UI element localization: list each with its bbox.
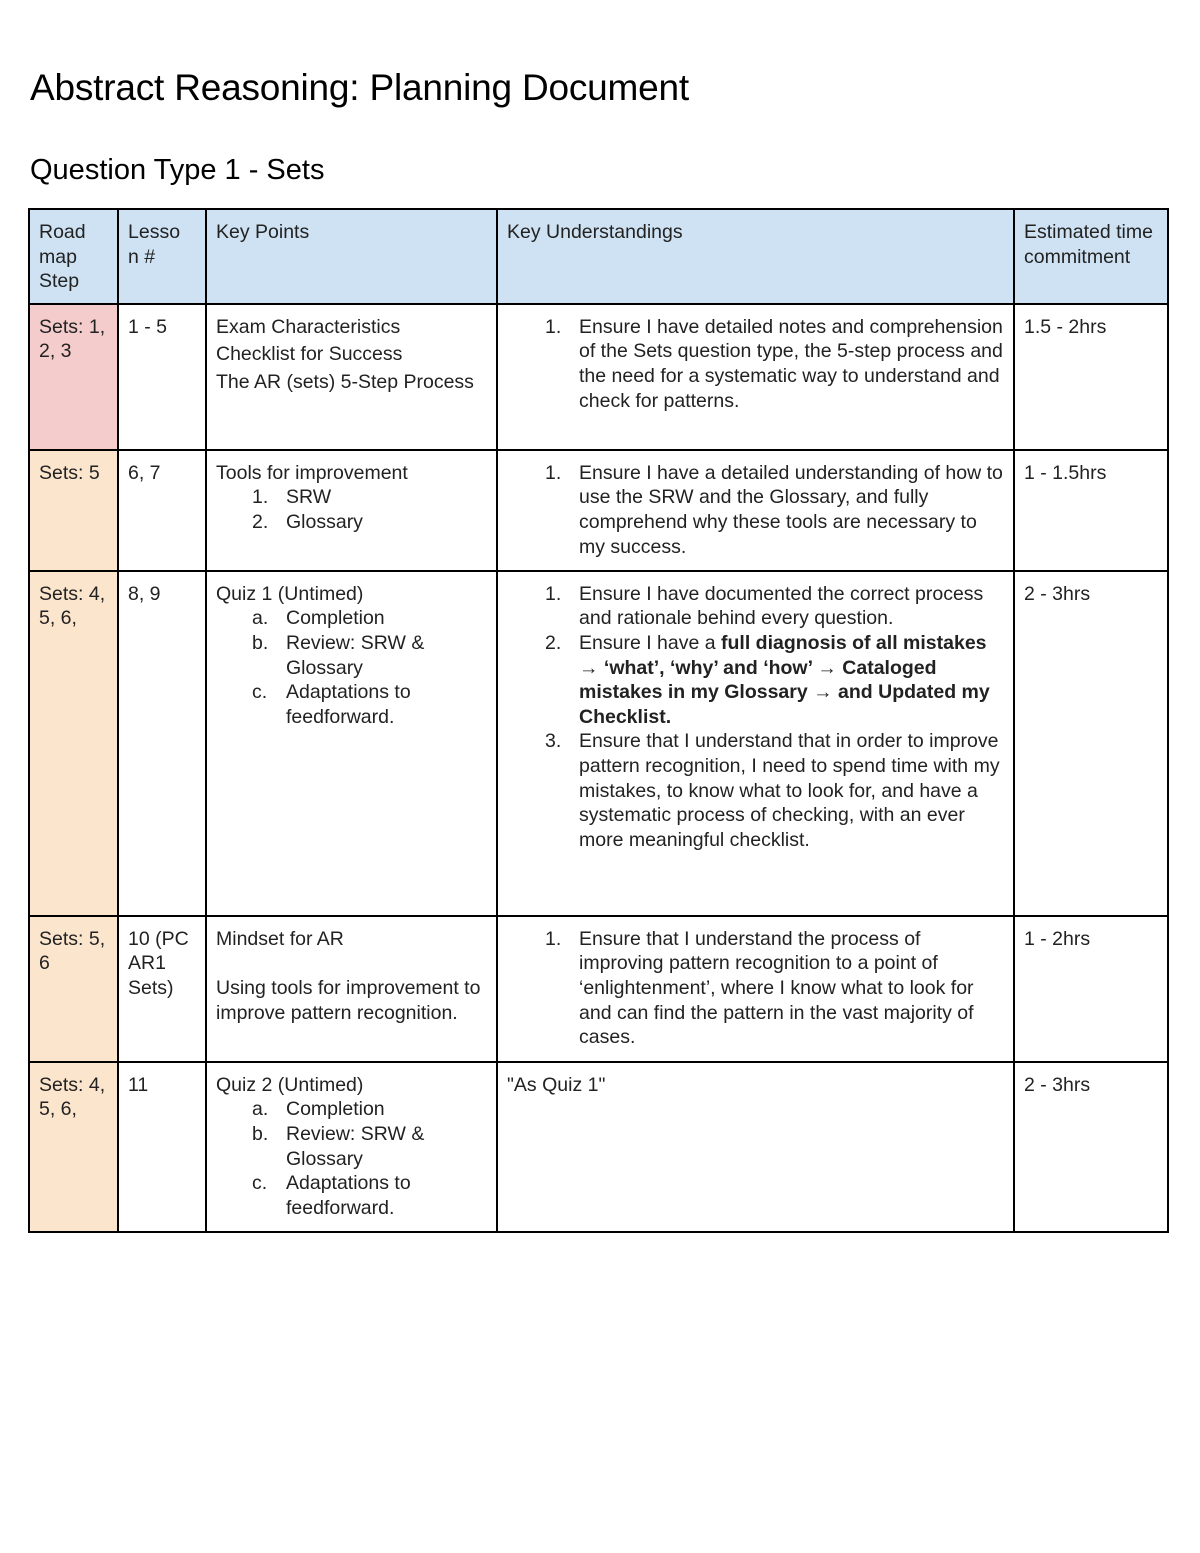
time-cell: 2 - 3hrs [1014, 1062, 1168, 1232]
list-item: b. Review: SRW & Glossary [252, 631, 425, 679]
document-title: Abstract Reasoning: Planning Document [30, 67, 689, 108]
key-point-line: Checklist for Success [216, 343, 403, 366]
bold-emphasis: full diagnosis of all mistakes → ‘what’, ‘why’ and ‘how’ → Cataloged mistakes in my Glossary → and Updated my Checklist. [579, 631, 990, 728]
key-point-heading: Quiz 1 (Untimed) [216, 582, 364, 605]
road-map-step-cell: Sets: 1, 2, 3 [29, 304, 118, 450]
key-points-sublist [216, 1097, 487, 1220]
list-item: c. Adaptations to feedforward. [252, 681, 411, 728]
time-cell: 1 - 2hrs [1014, 916, 1168, 1062]
section-title: Question Type 1 - Sets [30, 154, 325, 186]
list-item: 1. Ensure I have detailed notes and comprehension of the Sets question type, the 5-step process and the need for a systematic way to understand and check for patterns. [545, 315, 1003, 412]
key-understandings-cell: "As Quiz 1" [497, 1062, 1014, 1232]
time-cell: 1 - 1.5hrs [1014, 450, 1168, 571]
road-map-step-cell: Sets: 5 [29, 450, 118, 571]
table-row [29, 1062, 1168, 1232]
lesson-cell: 1 - 5 [118, 304, 206, 450]
list-item: a. Completion [252, 607, 385, 630]
time-cell: 2 - 3hrs [1014, 571, 1168, 916]
road-map-step-cell: Sets: 4, 5, 6, [29, 1062, 118, 1232]
table-row [29, 304, 1168, 450]
key-understandings-list [507, 927, 1004, 1050]
key-understandings-cell [497, 916, 1014, 1062]
key-points-cell [206, 304, 497, 450]
key-points-sublist [216, 485, 487, 534]
key-point-heading: Quiz 2 (Untimed) [216, 1073, 364, 1096]
table-row [29, 916, 1168, 1062]
key-points-cell [206, 1062, 497, 1232]
planning-table [28, 208, 1169, 1233]
header-lesson-number: Lesso n # [118, 209, 206, 304]
key-point-line: Exam Characteristics [216, 315, 401, 338]
table-row [29, 450, 1168, 571]
lesson-cell: 6, 7 [118, 450, 206, 571]
key-understandings-cell [497, 304, 1014, 450]
lesson-cell: 8, 9 [118, 571, 206, 916]
key-point-paragraph: Using tools for improvement to improve pattern recognition. [216, 976, 481, 1024]
header-road-map-step: Road map Step [29, 209, 118, 304]
road-map-step-cell: Sets: 4, 5, 6, [29, 571, 118, 916]
list-item: b. Review: SRW & Glossary [252, 1122, 425, 1170]
time-cell: 1.5 - 2hrs [1014, 304, 1168, 450]
key-points-cell [206, 450, 497, 571]
list-item: c. Adaptations to feedforward. [252, 1172, 411, 1219]
road-map-step-cell: Sets: 5, 6 [29, 916, 118, 1062]
list-item: 1. Ensure that I understand the process of improving pattern recognition to a point of ‘enlightenment’, where I know what to look for and can find the pattern in the vast majority of cases. [545, 927, 974, 1049]
lesson-cell: 11 [118, 1062, 206, 1232]
key-points-sublist [216, 606, 487, 729]
key-point-line: The AR (sets) 5-Step Process [216, 370, 474, 393]
table-row [29, 571, 1168, 916]
header-estimated-time: Estimated time commitment [1014, 209, 1168, 304]
header-key-understandings: Key Understandings [497, 209, 1014, 304]
list-item: 1. SRW [252, 486, 332, 509]
key-points-cell [206, 571, 497, 916]
list-item: 1. Ensure I have documented the correct process and rationale behind every question. [545, 582, 984, 630]
key-understandings-cell [497, 571, 1014, 916]
key-understandings-list [507, 582, 1004, 853]
list-item: 1. Ensure I have a detailed understanding of how to use the SRW and the Glossary, and fully comprehend why these tools are necessary to my success. [545, 461, 1003, 558]
table-header-row [29, 209, 1168, 304]
list-item: a. Completion [252, 1098, 385, 1121]
list-item: 2. Ensure I have a full diagnosis of all mistakes → ‘what’, ‘why’ and ‘how’ → Cataloged mistakes in my Glossary → and Updated my Checklist. [545, 631, 990, 728]
key-point-paragraph: Mindset for AR [216, 927, 344, 950]
key-point-heading: Tools for improvement [216, 461, 408, 484]
key-points-cell [206, 916, 497, 1062]
list-item: 3. Ensure that I understand that in order to improve pattern recognition, I need to spend time with my mistakes, to know what to look for, and have a systematic process of checking, with an ever more meaningful checklist. [545, 730, 1000, 851]
header-key-points: Key Points [206, 209, 497, 304]
lesson-cell: 10 (PC AR1 Sets) [118, 916, 206, 1062]
key-understandings-cell [497, 450, 1014, 571]
key-understandings-list [507, 315, 1004, 413]
list-item: 2. Glossary [252, 510, 363, 533]
key-understandings-list [507, 461, 1004, 559]
